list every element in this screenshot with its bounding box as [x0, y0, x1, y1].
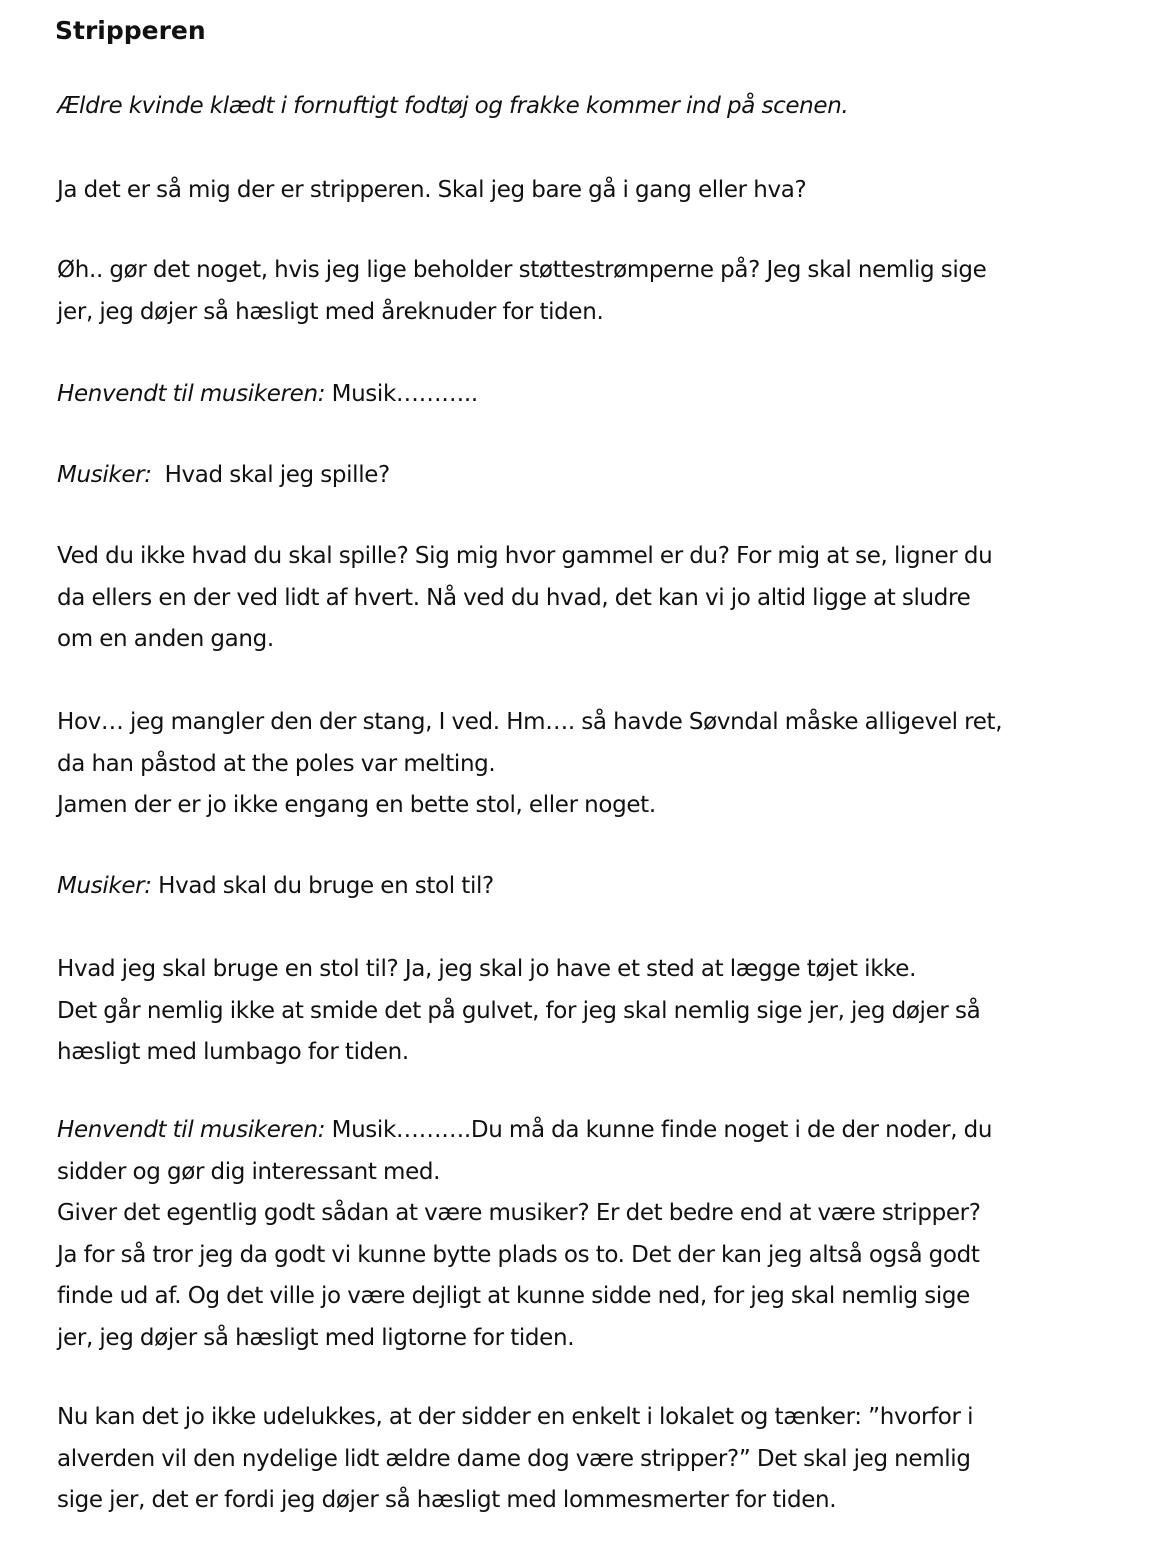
paragraph-10-line-1-text: Musik……….Du må da kunne finde noget i de der noder, du — [325, 1117, 993, 1143]
paragraph-5 — [57, 455, 390, 497]
stage-direction-intro: Ældre kvinde klædt i fornuftigt fodtøj og frakke kommer ind på scenen. — [57, 93, 849, 119]
paragraph-10-line-2: sidder og gør dig interessant med. — [57, 1158, 441, 1185]
paragraph-5-text: Hvad skal jeg spille? — [151, 462, 390, 488]
paragraph-11-line-3: sige jer, det er fordi jeg døjer så hæsligt med lommesmerter for tiden. — [57, 1487, 837, 1513]
paragraph-4 — [57, 374, 478, 416]
paragraph-10-line-3: Giver det egentlig godt sådan at være musiker? Er det bedre end at være stripper? — [57, 1200, 981, 1226]
speaker-label: Musiker: — [57, 873, 152, 899]
paragraph-7-line-1: Hov… jeg mangler den der stang, I ved. Hm…. så havde Søvndal måske alligevel ret, — [57, 709, 1003, 735]
paragraph-10-line-6: jer, jeg døjer så hæsligt med ligtorne for tiden. — [57, 1324, 575, 1351]
paragraph-9-line-1: Hvad jeg skal bruge en stol til? Ja, jeg skal jo have et sted at lægge tøjet ikke. — [57, 956, 917, 982]
paragraph-7-line-2: da han påstod at the poles var melting. — [57, 750, 496, 777]
paragraph-3-line-2: jer, jeg døjer så hæsligt med åreknuder for tiden. — [57, 298, 604, 325]
paragraph-7-line-3: Jamen der er jo ikke engang en bette stol, eller noget. — [57, 792, 656, 818]
paragraph-6-line-1: Ved du ikke hvad du skal spille? Sig mig hvor gammel er du? For mig at se, ligner du — [57, 543, 993, 569]
paragraph-10-line-5: finde ud af. Og det ville jo være dejligt at kunne sidde ned, for jeg skal nemlig sige — [57, 1283, 970, 1309]
paragraph-4-text: Musik……….. — [325, 381, 478, 407]
document-title: Stripperen — [55, 16, 206, 45]
paragraph-11-line-1: Nu kan det jo ikke udelukkes, at der sidder en enkelt i lokalet og tænker: ”hvorfor i — [57, 1404, 974, 1430]
paragraph-3-line-1: Øh.. gør det noget, hvis jeg lige beholder støttestrømperne på? Jeg skal nemlig sige — [57, 257, 987, 283]
paragraph-10-line-4: Ja for så tror jeg da godt vi kunne bytte plads os to. Det der kan jeg altså også godt — [57, 1241, 980, 1268]
paragraph-2: Ja det er så mig der er stripperen. Skal jeg bare gå i gang eller hva? — [57, 177, 807, 203]
paragraph-7 — [57, 702, 1002, 827]
paragraph-8-text: Hvad skal du bruge en stol til? — [151, 873, 494, 899]
paragraph-10 — [57, 1110, 992, 1359]
paragraph-6-line-2: da ellers en der ved lidt af hvert. Nå ved du hvad, det kan vi jo altid ligge at sludre — [57, 584, 971, 611]
speaker-label: Musiker: — [57, 462, 152, 488]
paragraph-6-line-3: om en anden gang. — [57, 626, 274, 652]
paragraph-3 — [57, 250, 986, 333]
paragraph-8 — [57, 866, 494, 908]
paragraph-9 — [57, 949, 980, 1074]
paragraph-11 — [57, 1397, 973, 1522]
paragraph-11-line-2: alverden vil den nydelige lidt ældre dame dog være stripper?” Det skal jeg nemlig — [57, 1445, 971, 1472]
stage-direction: Henvendt til musikeren: — [57, 381, 326, 407]
paragraph-9-line-2: Det går nemlig ikke at smide det på gulvet, for jeg skal nemlig sige jer, jeg døjer så — [57, 997, 981, 1024]
paragraph-6 — [57, 536, 992, 661]
paragraph-9-line-3: hæsligt med lumbago for tiden. — [57, 1039, 409, 1065]
stage-direction: Henvendt til musikeren: — [57, 1117, 326, 1143]
